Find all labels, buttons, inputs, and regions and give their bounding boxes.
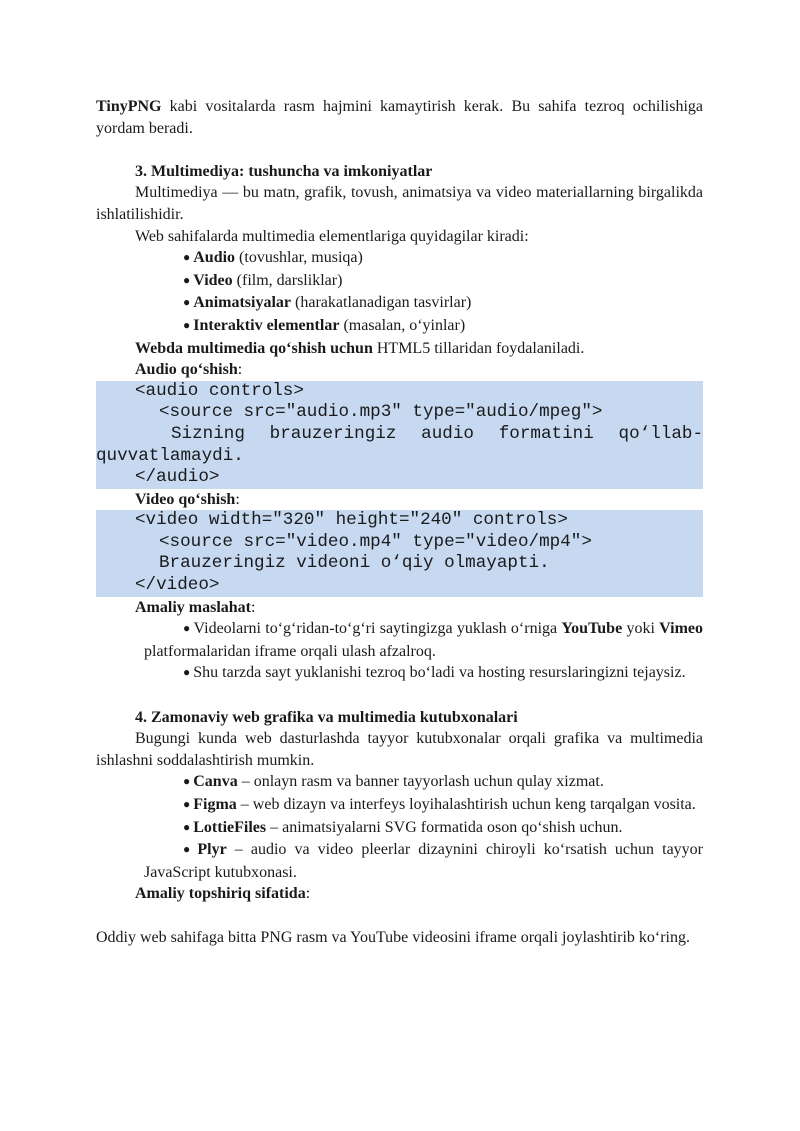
code-line: <source src="audio.mp3" type="audio/mpeg"> [159,402,603,423]
list-intro: Web sahifalarda multimedia elementlariga quyidagilar kiradi: [135,227,529,245]
code-line: <video width="320" height="240" controls> [135,510,568,531]
section3-heading: 3. Multimediya: tushuncha va imkoniyatlar [135,162,433,180]
list-item: ● Canva – onlayn rasm va banner tayyorlash uchun qulay xizmat. [183,773,604,791]
section4-intro: Bugungi kunda web dasturlashda tayyor kutubxonalar orqali grafika va multimedia ishlashni soddalashtirish mumkin. [96,730,703,769]
task-paragraph: Oddiy web sahifaga bitta PNG rasm va YouTube videosini iframe orqali joylashtirib ko‘ring. [96,928,690,946]
document-page [96,96,703,948]
code-line: </audio> [135,467,220,488]
bullet-icon: ● [183,819,191,834]
html5-note: Webda multimedia qo‘shish uchun HTML5 tillaridan foydalaniladi. [135,339,585,357]
bullet-icon: ● [183,272,191,287]
multimedia-definition: Multimediya — bu matn, grafik, tovush, animatsiya va video materiallarning birgalikda ishlatilishidir. [96,184,703,223]
intro-text: kabi vositalarda rasm hajmini kamaytirish kerak. Bu sahifa tezroq ochilishiga yordam beradi. [96,98,703,137]
list-item: ● Figma – web dizayn va interfeys loyihalashtirish uchun keng tarqalgan vosita. [183,796,696,813]
intro-paragraph [96,96,703,139]
list-item: ● Animatsiyalar (harakatlanadigan tasvirlar) [183,294,472,312]
code-line: Brauzeringiz videoni o‘qiy olmayapti. [159,553,550,574]
code-line: <audio controls> [135,380,304,401]
list-item: ● Video (film, darsliklar) [183,271,343,289]
audio-label: Audio qo‘shish: [135,361,243,379]
task-label: Amaliy topshiriq sifatida: [135,885,311,903]
list-item: ● Plyr – audio va video pleerlar dizaynini chiroyli ko‘rsatish uchun tayyor JavaScript kutubxonasi. [144,841,703,881]
bullet-icon: ● [183,665,191,680]
section4-heading: 4. Zamonaviy web grafika va multimedia kutubxonalari [135,708,518,726]
audio-code-block [96,381,703,489]
bullet-icon: ● [183,317,191,332]
list-item: ● Audio (tovushlar, musiqa) [183,249,363,267]
bullet-icon: ● [183,842,195,857]
tip-item: ● Videolarni to‘g‘ridan-to‘g‘ri saytingizga yuklash o‘rniga YouTube yoki Vimeo platformalaridan iframe orqali ulash afzalroq. [144,620,704,660]
tip-item: ● Shu tarzda sayt yuklanishi tezroq bo‘ladi va hosting resurslaringizni tejaysiz. [183,664,686,682]
bullet-icon: ● [183,797,191,811]
bullet-icon: ● [183,621,191,636]
bullet-icon: ● [183,774,191,789]
list-item: ● Interaktiv elementlar (masalan, o‘yinlar) [183,316,466,334]
video-label: Video qo‘shish: [135,490,240,508]
bullet-icon: ● [183,250,191,265]
code-line: </video> [135,575,220,596]
bullet-icon: ● [183,295,191,310]
tip-label: Amaliy maslahat: [135,598,256,616]
intro-bold: TinyPNG [96,98,162,115]
list-item: ● LottieFiles – animatsiyalarni SVG formatida oson qo‘shish uchun. [183,818,623,836]
code-line: Sizning brauzeringiz audio formatini qo‘llab-quvvatlamaydi. [96,423,703,466]
code-line: <source src="video.mp4" type="video/mp4"> [159,531,592,552]
video-code-block [96,510,703,596]
